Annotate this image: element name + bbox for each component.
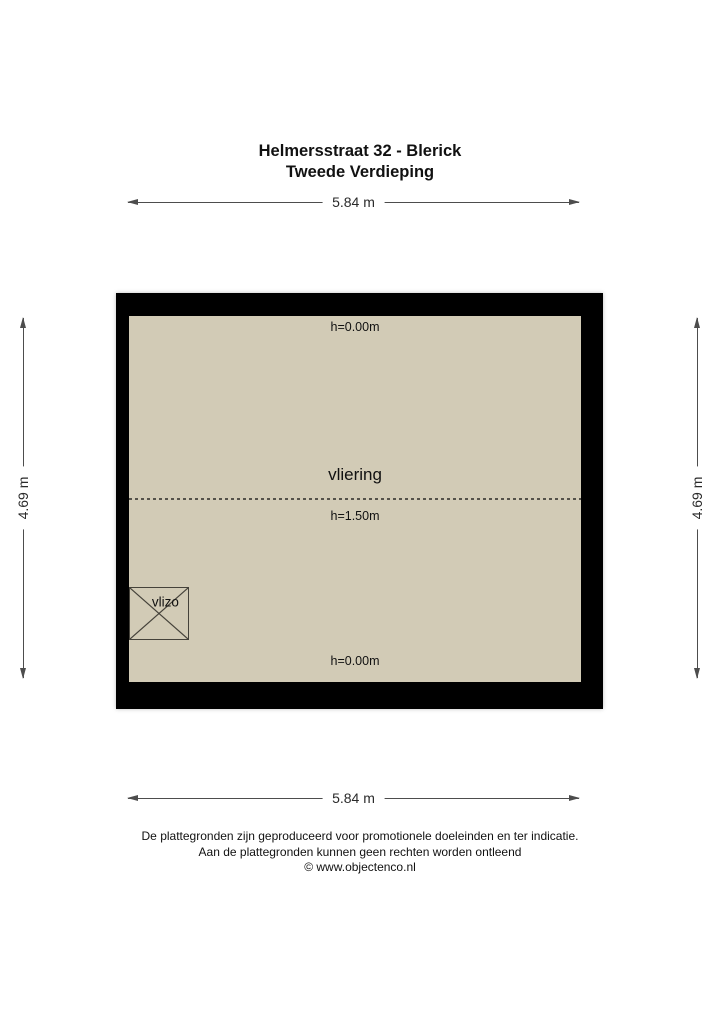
arrow-up-icon	[694, 317, 700, 328]
arrow-left-icon	[127, 795, 138, 801]
dimension-width-bottom	[127, 790, 580, 806]
ceiling-height-bottom: h=0.00m	[330, 654, 380, 668]
dimension-height-right	[689, 317, 705, 679]
arrow-down-icon	[20, 668, 26, 679]
disclaimer-line1: De plattegronden zijn geproduceerd voor promotionele doeleinden en ter indicatie.	[141, 829, 579, 843]
room-vliering	[129, 316, 581, 682]
arrow-down-icon	[694, 668, 700, 679]
arrow-up-icon	[20, 317, 26, 328]
arrow-right-icon	[569, 795, 580, 801]
ceiling-height-middle: h=1.50m	[330, 509, 380, 523]
dimension-width-top-label: 5.84 m	[322, 194, 385, 210]
floorplan-walls	[116, 293, 603, 709]
disclaimer	[0, 829, 720, 876]
disclaimer-copyright: © www.objectenco.nl	[304, 860, 416, 874]
dimension-width-top	[127, 194, 580, 210]
vlizo-label: vlizo	[151, 594, 179, 610]
arrow-left-icon	[127, 199, 138, 205]
height-break-dashed-line	[129, 498, 581, 500]
dimension-width-bottom-label: 5.84 m	[322, 790, 385, 806]
plan-title	[0, 141, 720, 183]
dimension-height-left	[15, 317, 31, 679]
vlizo-loft-ladder-hatch	[129, 587, 189, 640]
ceiling-height-top: h=0.00m	[330, 320, 380, 334]
plan-title-floor: Tweede Verdieping	[285, 163, 435, 181]
plan-title-address: Helmersstraat 32 - Blerick	[258, 142, 462, 160]
room-label: vliering	[328, 465, 382, 484]
dimension-height-right-label: 4.69 m	[689, 467, 705, 530]
dimension-height-left-label: 4.69 m	[15, 467, 31, 530]
arrow-right-icon	[569, 199, 580, 205]
disclaimer-line2: Aan de plattegronden kunnen geen rechten worden ontleend	[198, 844, 522, 859]
